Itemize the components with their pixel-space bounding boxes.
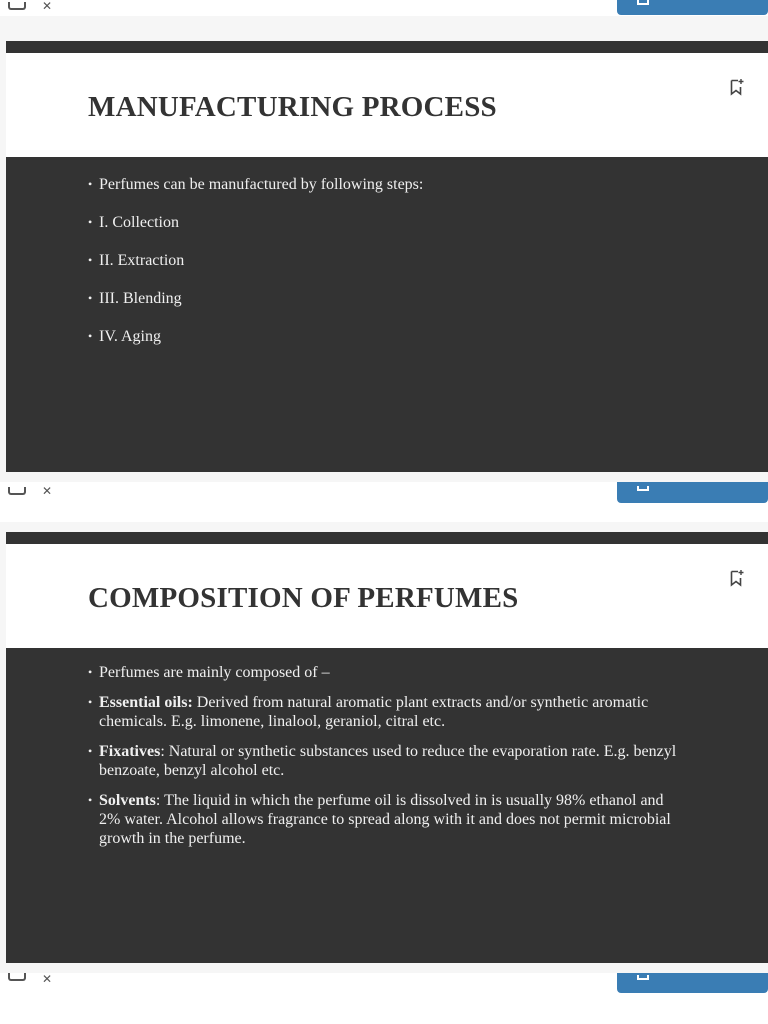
slide-title: MANUFACTURING PROCESS [88, 91, 497, 123]
slide-body [6, 157, 768, 472]
bullet-item [88, 791, 688, 848]
slide-header [6, 53, 768, 157]
bullet-item: • IV. Aging [88, 327, 688, 346]
slide-card [6, 41, 768, 472]
bullet-item [88, 693, 688, 731]
bullet-item: • I. Collection [88, 213, 688, 232]
bullet-item [88, 742, 688, 780]
bullet-list [88, 175, 688, 365]
slide-header [6, 544, 768, 648]
tray-icon[interactable] [8, 487, 26, 495]
slide-toolbar [0, 482, 768, 522]
bullet-term: Fixatives [99, 743, 161, 760]
slide-toolbar-top [0, 0, 768, 16]
tray-icon [637, 0, 649, 5]
slide-body [6, 648, 768, 963]
bullet-text: Derived from natural aromatic plant extracts and/or synthetic aromatic chemicals. E.g. limonene, linalool, geraniol, citral etc. [99, 694, 649, 730]
bullet-text: : Natural or synthetic substances used to reduce the evaporation rate. E.g. benzyl benzoate, benzyl alcohol etc. [99, 743, 677, 779]
bullet-item: • Perfumes are mainly composed of – [88, 663, 688, 682]
toolbar-action-button[interactable] [617, 973, 768, 993]
bullet-term: Essential oils: [99, 694, 193, 711]
slide-top-bar [6, 41, 768, 53]
tray-icon [637, 486, 649, 491]
bookmark-add-icon[interactable] [730, 569, 744, 587]
tray-icon[interactable] [8, 973, 26, 981]
star-icon[interactable]: ✕ [42, 972, 53, 986]
slide-card [6, 532, 768, 963]
bookmark-add-icon[interactable] [730, 78, 744, 96]
slide-toolbar [0, 973, 768, 1024]
bullet-text: : The liquid in which the perfume oil is dissolved in is usually 98% ethanol and 2% water. Alcohol allows fragrance to spread along with it and does not permit microbial growth in the perfume. [99, 792, 671, 847]
star-icon[interactable]: ✕ [42, 484, 53, 498]
star-icon[interactable]: ✕ [42, 0, 53, 13]
bullet-item: • II. Extraction [88, 251, 688, 270]
toolbar-action-button[interactable] [617, 482, 768, 503]
bullet-item: • III. Blending [88, 289, 688, 308]
slide-top-bar [6, 532, 768, 544]
tray-icon [637, 975, 649, 980]
bullet-list [88, 663, 688, 859]
bullet-term: Solvents [99, 792, 156, 809]
bullet-item: • Perfumes can be manufactured by following steps: [88, 175, 688, 194]
tray-icon[interactable] [8, 2, 26, 10]
slide-title: COMPOSITION OF PERFUMES [88, 582, 519, 614]
toolbar-action-button[interactable] [617, 0, 768, 15]
